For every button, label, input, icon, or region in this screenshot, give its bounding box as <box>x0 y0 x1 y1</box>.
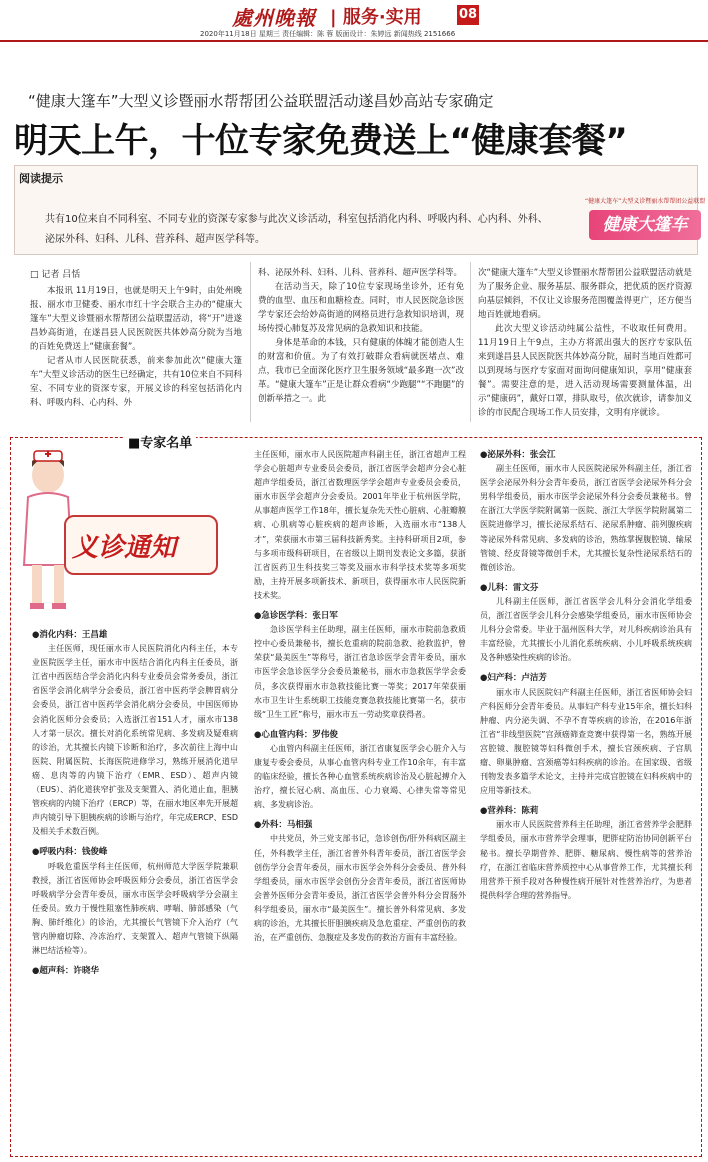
paragraph: 记者从市人民医院获悉，前来参加此次“健康大篷车”大型义诊活动的医生已经确定，共有10位来自不同科室、不同专业的资深专家，开展义诊的科室包括消化内科、呼吸内科、心内科、外 <box>30 356 242 408</box>
page-number: 08 <box>457 5 479 25</box>
intro-column-3 <box>478 266 692 420</box>
masthead <box>0 0 708 40</box>
expert-name: ●呼吸内科：钱俊峰 <box>32 847 108 858</box>
column-rule <box>470 262 471 422</box>
intro-column-2 <box>258 266 464 406</box>
illustration-text: 义诊通知 <box>72 533 177 563</box>
paragraph: 此次大型义诊活动纯属公益性，不收取任何费用。11月19日上午9点，主办方将派出强大的医疗专家队伍来到遂昌县人民医院医共体妙高分院，届时当地百姓都可以到现场与医疗专家面对面询问健康知识，享用“健康套餐”。需要注意的是，进入活动现场需要测量体温，出示“健康码”，戴好口罩，排队取号，依次就诊，请参加义诊的市民配合现场工作人员安排，文明有序就诊。 <box>478 324 692 418</box>
clinic-notice-illustration <box>12 445 232 615</box>
expert-name: ●外科：马相强 <box>254 820 313 831</box>
article-subhead: “健康大篷车”大型义诊暨丽水帮帮团公益联盟活动遂昌妙高站专家确定 <box>28 92 494 110</box>
expert-bio: 急诊医学科主任助理，副主任医师，丽水市院前急救质控中心委员兼秘书，擅长危重病的院前急救、抢救监护，曾荣获“最美医生”等称号，浙江省急诊医学会青年委员，丽水市医学会急诊医学分会委员兼秘书，丽水市急救医学学会委员，多次获得丽水市急救技能比赛一等奖；2017年荣获丽水市卫生计生系统职工技能竞赛急救技能比赛第一名，获市级“卫生工匠”称号，丽水市五一劳动奖章获得者。 <box>254 625 466 719</box>
expert-bio: 心血管内科副主任医师，浙江省康复医学会心脏介入与康复专委会委员，从事心血管内科专业工作10余年，有丰富的临床经验，擅长各种心血管系统疾病诊治及心脏起搏介入治疗，擅长冠心病、高血压、心力衰竭、心律失常等常见病、多发病诊治。 <box>254 743 466 810</box>
expert-name: ●儿科：雷文芬 <box>480 582 539 593</box>
paragraph: 本报讯 11月19日，也就是明天上午9时，由处州晚报、丽水市卫健委、丽水市红十字会联合主办的“健康大篷车”大型义诊暨丽水帮帮团公益联盟活动，将“开”进遂昌妙高街道，在遂昌县人民医院医共体妙高分院为当地的百姓免费送上“健康套餐”。 <box>30 286 242 352</box>
lead-box <box>14 165 706 255</box>
expert-bio: 主任医师，现任丽水市人民医院消化内科主任，本专业医院医学主任，丽水市中医结合消化内科主任委员，浙江省中西医结合学会消化内科专业委员会常务委员，浙江省医学会消化病学分会委员，浙江省中医药学会脾胃病分会委员，浙江省中医药学会消化病分会委员，中国医师协会消化医师分会委员；入选浙江省151人才，丽水市138人才第一层次。擅长对消化系统常见病、多发病及疑难病的诊治，尤其擅长内镜下诊断和治疗，多次前往上海中山医院、附属医院、长海医院进修学习，熟练开展消化道早癌、息肉等的内镜下治疗（EMR、ESD）、超声内镜（EUS）、消化道狭窄扩张及支架置入、消化道止血，胆胰管疾病的内镜下治疗（ERCP）等，在丽水地区率先开展超声内镜引导下胆胰疾病的诊断与治疗，年完成ERCP、ESD及相关手术数百例。 <box>32 644 238 837</box>
article-headline: 明天上午，十位专家免费送上“健康套餐” <box>14 121 628 161</box>
lead-text: 共有10位来自不同科室、不同专业的资深专家参与此次义诊活动，科室包括消化内科、呼吸内科、心内科、外科、泌尿外科、妇科、儿科、营养科、超声医学科等。 <box>45 214 548 245</box>
masthead-rule <box>0 40 708 42</box>
expert-name: ●泌尿外科：张会江 <box>480 450 556 460</box>
expert-list-title: ■专家名单 <box>124 432 196 451</box>
intro-column-1 <box>30 284 242 410</box>
section-title: | 服务·实用 <box>330 7 422 28</box>
expert-name: ●妇产科：卢洁芳 <box>480 673 547 684</box>
byline: □ 记者 吕恬 <box>30 270 81 280</box>
expert-entry <box>480 448 692 909</box>
expert-entry <box>32 628 238 978</box>
banner-caption: “健康大篷车”大型义诊暨丽水帮帮团公益联盟 <box>585 198 706 205</box>
newspaper-logo: 處州晚報 <box>232 6 316 30</box>
paragraph: 科、泌尿外科、妇科、儿科、营养科、超声医学科等。 <box>258 268 463 278</box>
paragraph: 在活动当天，除了10位专家现场坐诊外，还有免费的血型、血压和血糖检查。同时，市人民医院急诊医学专家还会给妙高街道的网格员进行急救知识培训，现场传授心肺复苏及常见病的急救知识和技能。 <box>258 282 464 334</box>
lead-label: 阅读提示 <box>19 172 63 185</box>
event-banner <box>585 196 705 246</box>
expert-name: ●消化内科：王昌雄 <box>32 630 108 640</box>
banner-title: 健康大篷车 <box>589 210 701 240</box>
expert-bio: 副主任医师，丽水市人民医院泌尿外科副主任，浙江省医学会泌尿外科分会青年委员，浙江省医学会泌尿外科分会男科学组委员，丽水市医学会泌尿外科分会委员兼秘书。曾在浙江大学医学院附属第一医院、浙江大学医学院附属第二医院进修学习，擅长泌尿系结石、泌尿系肿瘤、前列腺疾病等泌尿外科常见病、多发病的诊治，熟练掌握腹腔镜、输尿管镜、经皮肾镜等微创手术，尤其擅长复杂性泌尿系结石的微创诊治。 <box>480 464 692 572</box>
paragraph: 身体是革命的本钱，只有健康的体魄才能创造人生的财富和价值。为了有效打破群众看病就医堵点、难点，我市已全面深化医疗卫生服务领域“最多跑一次”改革。“健康大篷车”正是让群众看病“少跑腿”“不跑腿”的创新举措之一。此 <box>258 338 464 404</box>
expert-bio: 丽水市人民医院营养科主任助理，浙江省营养学会肥胖学组委员，丽水市营养学会理事，肥胖症防治协同创新平台秘书。擅长孕期营养、肥胖、糖尿病、慢性病等的营养治疗，在浙江省临床营养质控中心从事营养工作，尤其擅长利用营养干预手段对各种慢性病开展针对性营养治疗，为患者提供科学合理的营养指导。 <box>480 820 692 900</box>
expert-bio: 主任医师，丽水市人民医院超声科副主任，浙江省超声工程学会心脏超声专业委员会委员，浙江省医学会超声分会心脏超声学组委员，浙江省数理医学学会超声专业委员会委员，丽水市医学会超声分会委员。2001年毕业于杭州医学院，从事超声医学工作18年，擅长复杂先天性心脏病、心脏瓣膜病、心肌病等心脏疾病的超声诊断，入选丽水市“138人才”，荣获丽水市第三届科技新秀奖。主持科研项目2项，参与多项市级科研项目，在省级以上期刊发表论文多篇，获浙江省医药卫生科技奖三等奖及丽水市科学技术奖等多项奖励，主持开展多项新技术、新项目，获得丽水市人民医院新技术奖。 <box>254 450 466 600</box>
expert-entry <box>254 448 466 951</box>
paragraph: 次“健康大篷车”大型义诊暨丽水帮帮团公益联盟活动就是为了服务企业、服务基层、服务群众，把优质的医疗资源向基层倾斜，不仅让义诊服务范围覆盖得更广，还方便当地百姓就地看病。 <box>478 268 692 320</box>
expert-bio: 中共党员，外三党支部书记，急诊创伤/肝外科病区副主任，外科教学主任，浙江省普外科青年委员，浙江省医学会创伤学分会青年委员，丽水市医学会外科分会委员、普外科学组委员，丽水市医学会创伤分会青年委员，浙江省医师协会普外医师分会青年委员，浙江省医学会普外科分会胃肠外科学组委员，丽水市“最美医生”。擅长普外科常见病、多发病的诊治，尤其擅长肝胆胰疾病及急危重症、严重创伤的救治，在严重创伤、急腹症及多发伤的救治方面有丰富经验。 <box>254 834 466 943</box>
expert-name: ●营养科：陈莉 <box>480 806 539 817</box>
expert-name: ●急诊医学科：张日军 <box>254 611 338 622</box>
expert-bio: 儿科副主任医师，浙江省医学会儿科分会消化学组委员，浙江省医学会儿科分会感染学组委员，丽水市医师协会儿科分会常委。毕业于温州医科大学，对儿科疾病诊治具有丰富经验，尤其擅长小儿消化系统疾病、小儿呼吸系统疾病及各种感染性疾病的诊治。 <box>480 596 692 663</box>
expert-name: ●心血管内科：罗伟俊 <box>254 729 338 740</box>
column-rule <box>250 262 251 422</box>
expert-name: ●超声科：许晓华 <box>32 966 99 977</box>
expert-bio: 丽水市人民医院妇产科副主任医师，浙江省医师协会妇产科医师分会青年委员。从事妇产科专业15年余，擅长妇科肿瘤、内分泌失调、不孕不育等疾病的诊治，在2016年浙江省“非线型医院”宫颈癌筛查竞赛中获得第一名，熟练开展宫腔镜、腹腔镜等妇科微创手术，擅长宫颈疾病、子宫肌瘤、卵巢肿瘤、宫颈癌等妇科疾病的诊治。在国家级、省级刊物发表多篇学术论文，主持并完成宫腔镜在妇科疾病中的应用等新技术。 <box>480 687 692 796</box>
expert-bio: 呼吸危重医学科主任医师，杭州师范大学医学院兼职教授，浙江省医师协会呼吸医师分会委员，浙江省医学会呼吸病学分会青年委员，丽水市医学会呼吸病学分会副主任委员。致力于慢性阻塞性肺疾病、哮喘、肺部感染（气胸、肺纤维化）的诊治，尤其擅长气管镜下介入治疗（气管内肿瘤切除、冷冻治疗、支架置入、超声气管镜下纵隔淋巴结活检等）。 <box>32 861 238 956</box>
masthead-info: 2020年11月18日 星期三 责任编辑：陈 蓉 版面设计：朱婷远 新闻热线 2151666 <box>200 30 456 38</box>
